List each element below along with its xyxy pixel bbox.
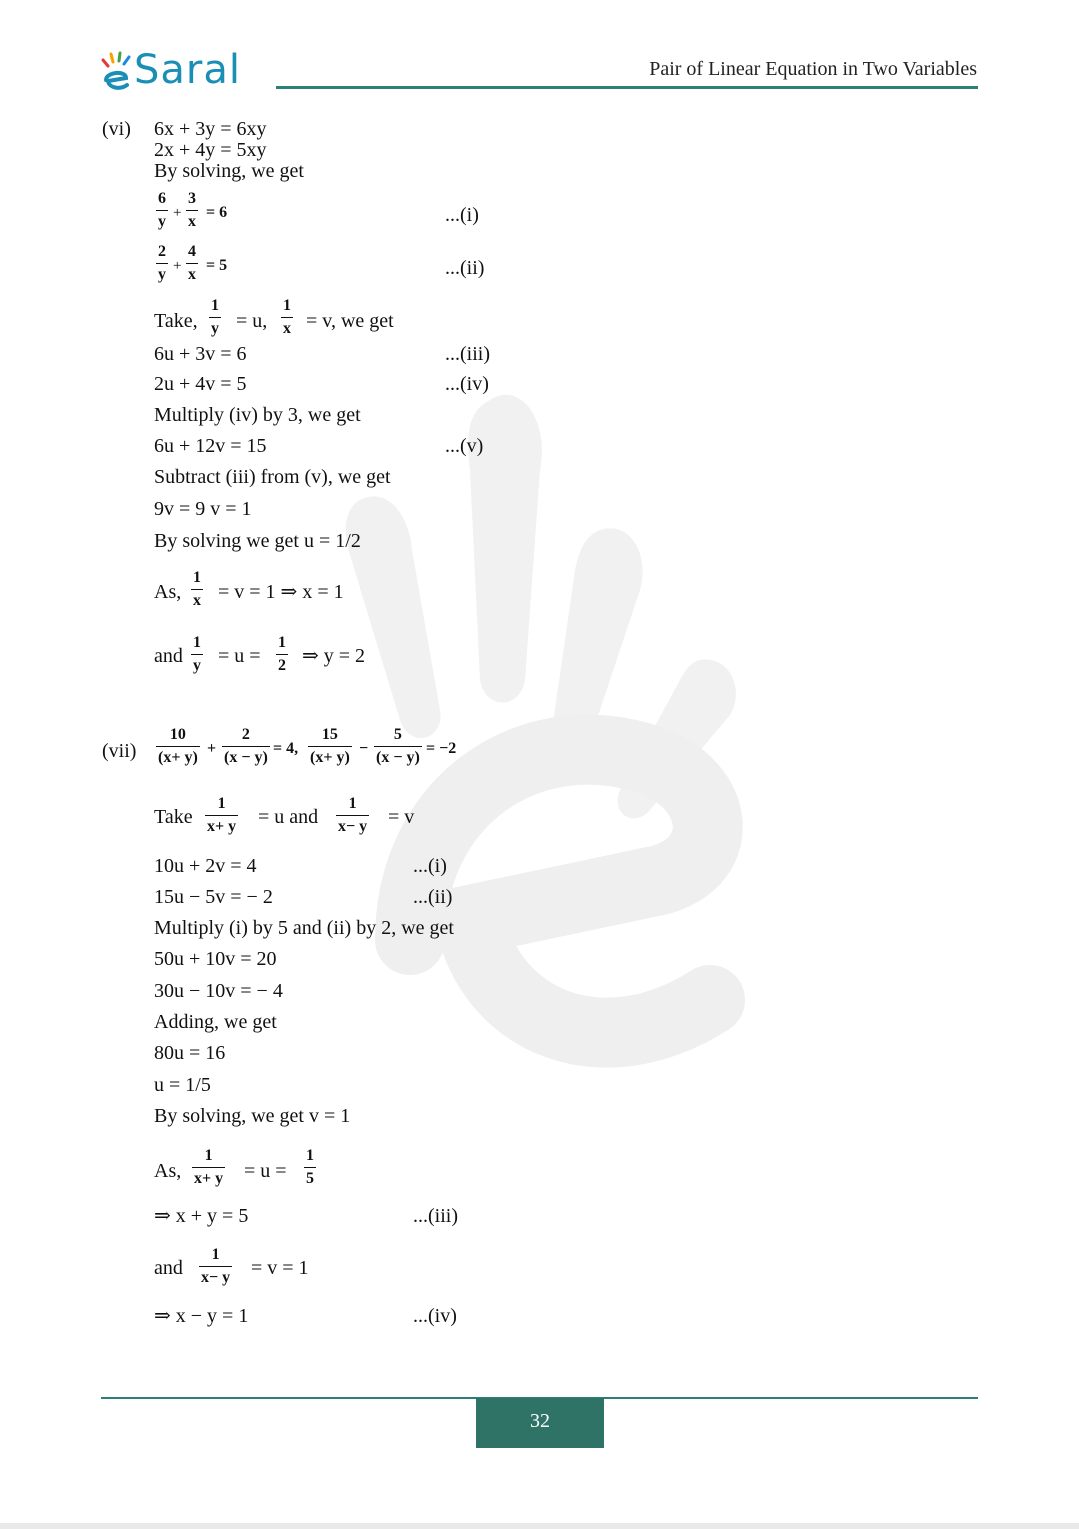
fraction: 2 (x − y) bbox=[224, 726, 268, 766]
text-line: By solving, we get bbox=[154, 160, 304, 182]
fraction: 1 x bbox=[193, 569, 201, 609]
logo-text: Saral bbox=[134, 47, 241, 93]
text-line: ⇒ y = 2 bbox=[302, 645, 366, 667]
equation-line: 6u + 12v = 15 bbox=[154, 435, 267, 457]
text-line: = v, we get bbox=[306, 310, 394, 332]
text-line: Multiply (i) by 5 and (ii) by 2, we get bbox=[154, 917, 454, 939]
fraction: 15 (x+ y) bbox=[310, 726, 350, 766]
text-line: = u and bbox=[258, 806, 319, 828]
text-line: = u = bbox=[244, 1160, 287, 1182]
operator: + bbox=[207, 740, 217, 757]
equation-line: 80u = 16 bbox=[154, 1042, 226, 1064]
text-line: Take, bbox=[154, 310, 198, 332]
equation-tag: ...(ii) bbox=[445, 257, 485, 279]
text-line: and bbox=[154, 1257, 183, 1279]
equation-tag: ...(i) bbox=[413, 855, 447, 877]
fraction: 5 (x − y) bbox=[376, 726, 420, 766]
text-line: As, bbox=[154, 1160, 182, 1182]
fraction: 10 (x+ y) bbox=[158, 726, 198, 766]
fraction: 1 y bbox=[211, 297, 219, 337]
fraction: 1 5 bbox=[306, 1147, 314, 1187]
fraction: 1 x bbox=[283, 297, 291, 337]
equation-rhs: = −2 bbox=[426, 740, 457, 757]
equation-tag: ...(v) bbox=[445, 435, 484, 457]
fraction: 1 x+ y bbox=[207, 795, 237, 835]
text-line: Adding, we get bbox=[154, 1011, 277, 1033]
operator: − bbox=[359, 740, 369, 757]
equation-line: 50u + 10v = 20 bbox=[154, 948, 277, 970]
text-line: = u = bbox=[218, 645, 261, 667]
page-number: 32 bbox=[476, 1398, 604, 1448]
text-line: As, bbox=[154, 581, 182, 603]
text-line: Subtract (iii) from (v), we get bbox=[154, 466, 391, 488]
equation-rhs: = 6 bbox=[206, 204, 228, 221]
equation-tag: ...(i) bbox=[445, 204, 479, 226]
fraction: 1 x− y bbox=[201, 1246, 231, 1286]
fraction: 3 x bbox=[188, 190, 196, 230]
equation-rhs: = 4, bbox=[273, 740, 299, 757]
equation-line: 2u + 4v = 5 bbox=[154, 373, 247, 395]
text-line: Multiply (iv) by 3, we get bbox=[154, 404, 361, 426]
part-vi-label: (vi) bbox=[102, 118, 131, 140]
equation-line: 15u − 5v = − 2 bbox=[154, 886, 273, 908]
fraction: 1 x− y bbox=[338, 795, 368, 835]
equation-line: 10u + 2v = 4 bbox=[154, 855, 257, 877]
equation-line: 6x + 3y = 6xy bbox=[154, 118, 267, 140]
equation-rhs: = 5 bbox=[206, 257, 228, 274]
part-vii-label: (vii) bbox=[102, 740, 137, 762]
equation-tag: ...(iv) bbox=[445, 373, 489, 395]
text-line: = v = 1 ⇒ x = 1 bbox=[218, 581, 344, 603]
esaral-logo bbox=[100, 44, 241, 92]
text-line: Take bbox=[154, 806, 193, 828]
equation-line: ⇒ x − y = 1 bbox=[154, 1305, 249, 1327]
equation-tag: ...(iii) bbox=[413, 1205, 458, 1227]
text-line: = v bbox=[388, 806, 415, 828]
equation-line: u = 1/5 bbox=[154, 1074, 211, 1096]
operator: + bbox=[173, 205, 182, 221]
page-bottom-edge bbox=[0, 1523, 1079, 1529]
equation-line: ⇒ x + y = 5 bbox=[154, 1205, 249, 1227]
fraction: 6 y bbox=[158, 190, 166, 230]
equation-tag: ...(iii) bbox=[445, 343, 490, 365]
fraction: 4 x bbox=[188, 243, 196, 283]
esaral-e-icon bbox=[100, 48, 134, 92]
text-line: = v = 1 bbox=[251, 1257, 309, 1279]
chapter-title: Pair of Linear Equation in Two Variables bbox=[649, 58, 977, 80]
text-line: and bbox=[154, 645, 183, 667]
fraction: 1 2 bbox=[278, 634, 286, 674]
equation-line: 2x + 4y = 5xy bbox=[154, 139, 267, 161]
text-line: By solving we get u = 1/2 bbox=[154, 530, 361, 552]
equation-line: 30u − 10v = − 4 bbox=[154, 980, 283, 1002]
equation-tag: ...(ii) bbox=[413, 886, 453, 908]
operator: + bbox=[173, 258, 182, 274]
watermark-logo bbox=[300, 380, 780, 1140]
fraction: 2 y bbox=[158, 243, 166, 283]
equation-line: 9v = 9 v = 1 bbox=[154, 498, 252, 520]
equation-line: 6u + 3v = 6 bbox=[154, 343, 247, 365]
header-rule bbox=[276, 86, 978, 89]
text-line: = u, bbox=[236, 310, 268, 332]
fraction: 1 y bbox=[193, 634, 201, 674]
equation-tag: ...(iv) bbox=[413, 1305, 457, 1327]
text-line: By solving, we get v = 1 bbox=[154, 1105, 351, 1127]
fraction: 1 x+ y bbox=[194, 1147, 224, 1187]
